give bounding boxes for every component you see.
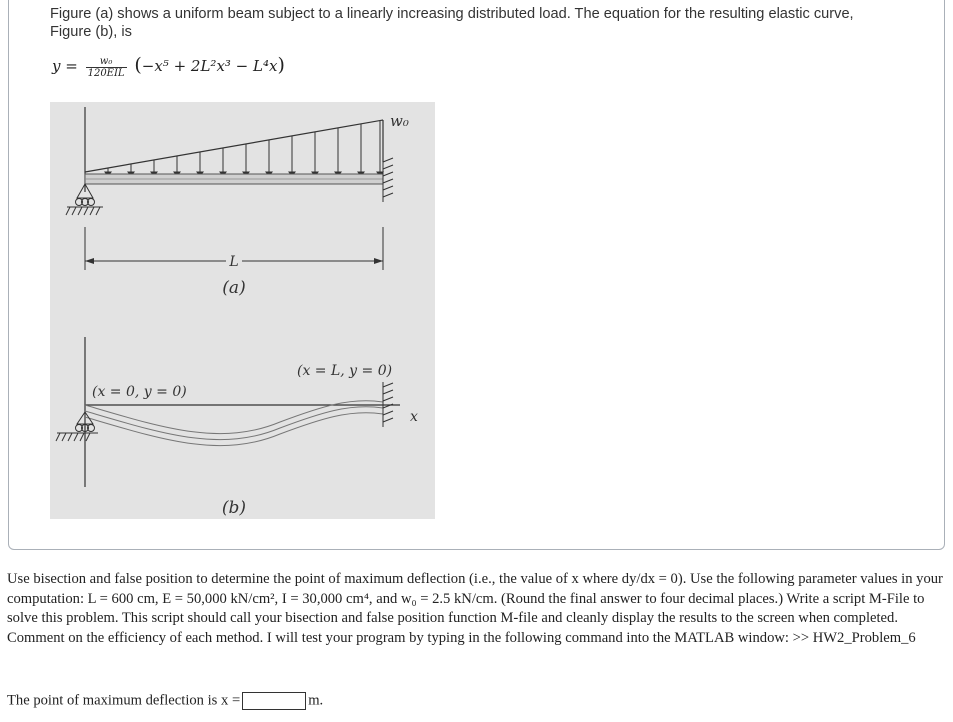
length-label: L (229, 254, 239, 270)
caption-b: (b) (221, 498, 247, 518)
equation-lhs: y = (52, 57, 78, 75)
equation-close-paren: ) (277, 54, 285, 76)
right-boundary-condition: (x = L, y = 0) (297, 363, 393, 379)
fixed-wall-a (383, 157, 393, 202)
beam-figure (50, 102, 435, 519)
load-arrows (105, 121, 383, 176)
equation-open-paren: ( (134, 54, 142, 76)
equation-body: −x⁵ + 2L²x³ − L⁴x (141, 57, 278, 75)
x-axis-label: x (410, 409, 418, 425)
answer-row (7, 692, 323, 710)
equation-numerator: w₀ (86, 56, 127, 68)
pin-support-b (56, 412, 98, 441)
problem-statement: Use bisection and false position to determine the point of maximum deflection (i.e., the value of x where dy/dx = 0). Use the following parameter values in your computation: L = 600 cm, E = 50,000 kN/cm², I = 30,000 cm⁴, and w₀ = 2.5 kN/cm. (Round the final answer to four decimal places.) Write a script M-File to solve this problem. This script should call your bisection and false position function M-file and cleanly display the results to the screen when completed. Comment on the efficiency of each method. I will test your program by typing in the following command into the MATLAB window: >> HW2_Problem_6 (7, 571, 943, 646)
elastic-curve-equation (52, 54, 285, 79)
answer-label: The point of maximum deflection is x = (7, 692, 241, 709)
deflected-beam (85, 401, 383, 446)
left-boundary-condition: (x = 0, y = 0) (92, 384, 187, 400)
beam-diagram (50, 102, 435, 519)
load-label: w₀ (390, 112, 409, 130)
dimension-arrow-right (374, 258, 383, 264)
equation-denominator: 120EIL (87, 67, 125, 79)
intro-text: Figure (a) shows a uniform beam subject to a linearly increasing distributed load. The equation for the resulting elastic curve, Figure (b), is (50, 6, 854, 40)
answer-unit: m. (308, 692, 324, 709)
answer-input[interactable] (242, 692, 306, 710)
caption-a: (a) (222, 278, 246, 298)
dimension-arrow-left (85, 258, 94, 264)
equation-fraction (86, 56, 127, 79)
